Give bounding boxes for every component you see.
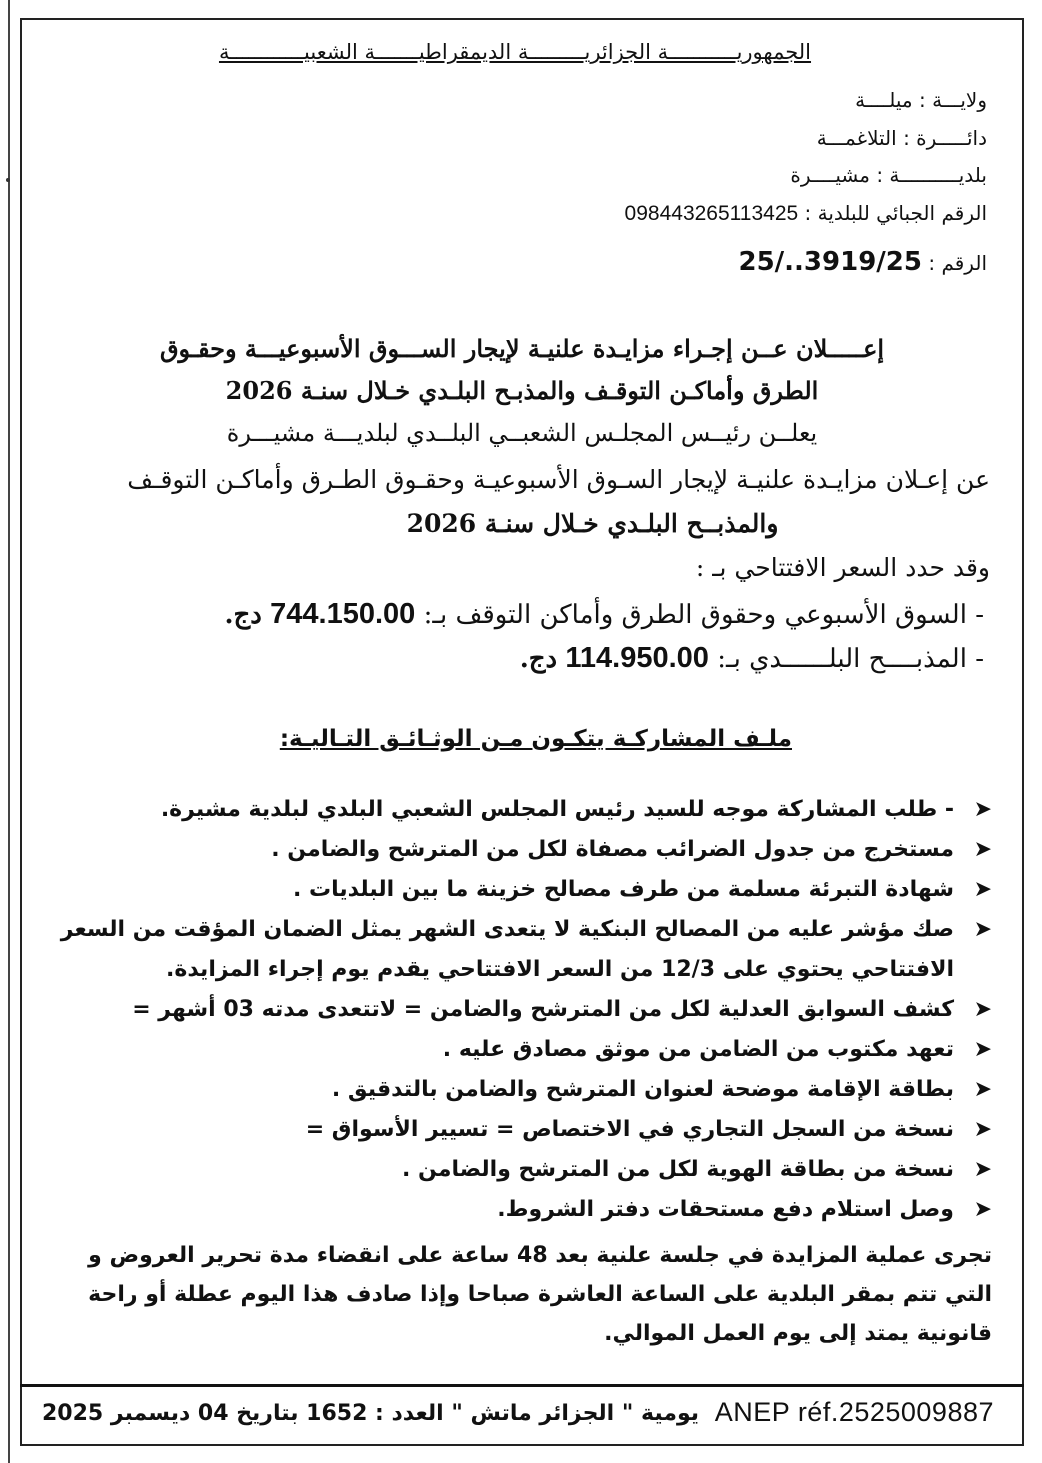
check-arrow-icon: ➤ xyxy=(973,997,992,1022)
document-text: - طلب المشاركة موجه للسيد رئيس المجلس الشعبي البلدي لبلدية مشيرة. xyxy=(160,797,954,822)
check-arrow-icon: ➤ xyxy=(973,797,992,822)
daira-value: التلاغمـــة xyxy=(816,126,897,150)
document-text: نسخة من السجل التجاري في الاختصاص = تسيير الأسواق = xyxy=(305,1117,954,1142)
announcement-line6: وقد حدد السعر الافتتاحي بـ : xyxy=(695,553,990,582)
documents-list xyxy=(47,790,992,1230)
price-market-unit: دج. xyxy=(224,600,262,630)
document-text: بطاقة الإقامة موضحة لعنوان المترشح والضامن بالتدقيق . xyxy=(331,1077,954,1102)
document-text: تعهد مكتوب من الضامن من موثق مصادق عليه . xyxy=(442,1037,954,1062)
announcement-line4: عن إعـلان مزايـدة علنيـة لإيجار السـوق الأسبوعيـة وحقـوق الطـرق وأماكـن التوقـف xyxy=(127,465,990,494)
check-arrow-icon: ➤ xyxy=(973,917,992,942)
check-arrow-icon: ➤ xyxy=(973,1077,992,1102)
announcement-line5: والمذبــح البلـدي خـلال سنـة 2026 xyxy=(406,509,779,538)
list-item xyxy=(47,990,992,1030)
daira-line xyxy=(817,126,987,150)
reference-value: 25/..3919/25 xyxy=(738,247,922,277)
document-text: شهادة التبرئة مسلمة من طرف مصالح خزينة ما بين البلديات . xyxy=(293,877,954,902)
list-item xyxy=(47,830,992,870)
commune-line xyxy=(790,163,987,187)
check-arrow-icon: ➤ xyxy=(973,1037,992,1062)
document-text: وصل استلام دفع مستحقات دفتر الشروط. xyxy=(497,1197,954,1222)
reference-line xyxy=(739,247,988,277)
price-slaughterhouse-label: - المذبــــح البلــــــدي بـ: xyxy=(717,644,984,674)
tax-id-line xyxy=(625,201,987,226)
document-text: مستخرج من جدول الضرائب مصفاة لكل من المترشح والضامن . xyxy=(271,837,954,862)
announcement-title-line2: الطرق وأماكـن التوقـف والمذبـح البلـدي خـلال سنـة 2026 xyxy=(225,376,819,405)
announcement-body xyxy=(45,458,990,590)
list-item xyxy=(47,1150,992,1190)
wilaya-line xyxy=(855,88,987,112)
anep-reference: ANEP réf.2525009887 xyxy=(714,1397,994,1427)
list-item xyxy=(47,1190,992,1230)
price-market-value: 744.150.00 xyxy=(270,598,416,630)
tax-id-label: الرقم الجبائي للبلدية : xyxy=(804,201,987,225)
tax-id-value: 098443265113425 xyxy=(624,202,799,225)
republic-header: الجمهوريـــــــــــة الجزائريـــــــــة الديمقراطيـــــــة الشعبيــــــــــــة xyxy=(218,40,812,64)
list-item xyxy=(47,1110,992,1150)
wilaya-label: ولايـــة : xyxy=(918,88,987,112)
check-arrow-icon: ➤ xyxy=(973,877,992,902)
reference-label: الرقم : xyxy=(928,251,987,275)
document-text: صك مؤشر عليه من المصالح البنكية لا يتعدى الشهر يمثل الضمان المؤقت من السعر الافتتاحي يحتوي على 12/3 من السعر الافتتاحي يقدم يوم إجراء المزايدة. xyxy=(60,917,954,982)
list-item xyxy=(47,870,992,910)
daira-label: دائـــــرة : xyxy=(903,126,987,150)
commune-value: مشيــــرة xyxy=(790,163,870,187)
announcement-line3: يعلــن رئيــس المجلـس الشعبــي البلــدي لبلديـــة مشيـــرة xyxy=(226,419,818,447)
publication-info: يومية " الجزائر ماتش " العدد : 1652 بتاريخ 04 ديسمبر 2025 xyxy=(42,1401,699,1426)
publication-footer xyxy=(20,1384,1024,1444)
stray-dot xyxy=(6,178,10,182)
price-slaughterhouse-unit: دج. xyxy=(519,644,558,674)
list-item xyxy=(47,910,992,990)
check-arrow-icon: ➤ xyxy=(973,1157,992,1182)
price-slaughterhouse-value: 114.950.00 xyxy=(565,642,709,674)
price-market-label: - السوق الأسبوعي وحقوق الطرق وأماكن التوقف بـ: xyxy=(423,600,984,630)
commune-label: بلديــــــــــة : xyxy=(876,163,987,187)
document-text: نسخة من بطاقة الهوية لكل من المترشح والضامن . xyxy=(402,1157,954,1182)
document-text: كشف السوابق العدلية لكل من المترشح والضامن = لاتتعدى مدته 03 أشهر = xyxy=(132,997,954,1022)
announcement-title xyxy=(142,328,902,454)
check-arrow-icon: ➤ xyxy=(973,1197,992,1222)
list-item xyxy=(47,790,992,830)
check-arrow-icon: ➤ xyxy=(973,837,992,862)
closing-paragraph: تجرى عملية المزايدة في جلسة علنية بعد 48 ساعة على انقضاء مدة تحرير العروض و التي تتم بمقر البلدية على الساعة العاشرة صباحا وإذا صادف هذا اليوم عطلة أو راحة قانونية يمتد إلى يوم العمل الموالي. xyxy=(88,1243,992,1346)
list-item xyxy=(47,1030,992,1070)
wilaya-value: ميلــــة xyxy=(855,88,913,112)
list-item xyxy=(47,1070,992,1110)
page-edge-line xyxy=(8,0,10,1463)
documents-title: ملـف المشاركـة يتكـون مـن الوثـائـق التـاليـة: xyxy=(279,726,792,752)
price-line-market xyxy=(39,598,984,631)
announcement-title-line1: إعـــــلان عــن إجـراء مزايـدة علنيـة لإيجار الســـوق الأسبوعيـــة وحقـوق xyxy=(159,334,885,363)
check-arrow-icon: ➤ xyxy=(973,1117,992,1142)
price-line-slaughterhouse xyxy=(39,642,984,675)
